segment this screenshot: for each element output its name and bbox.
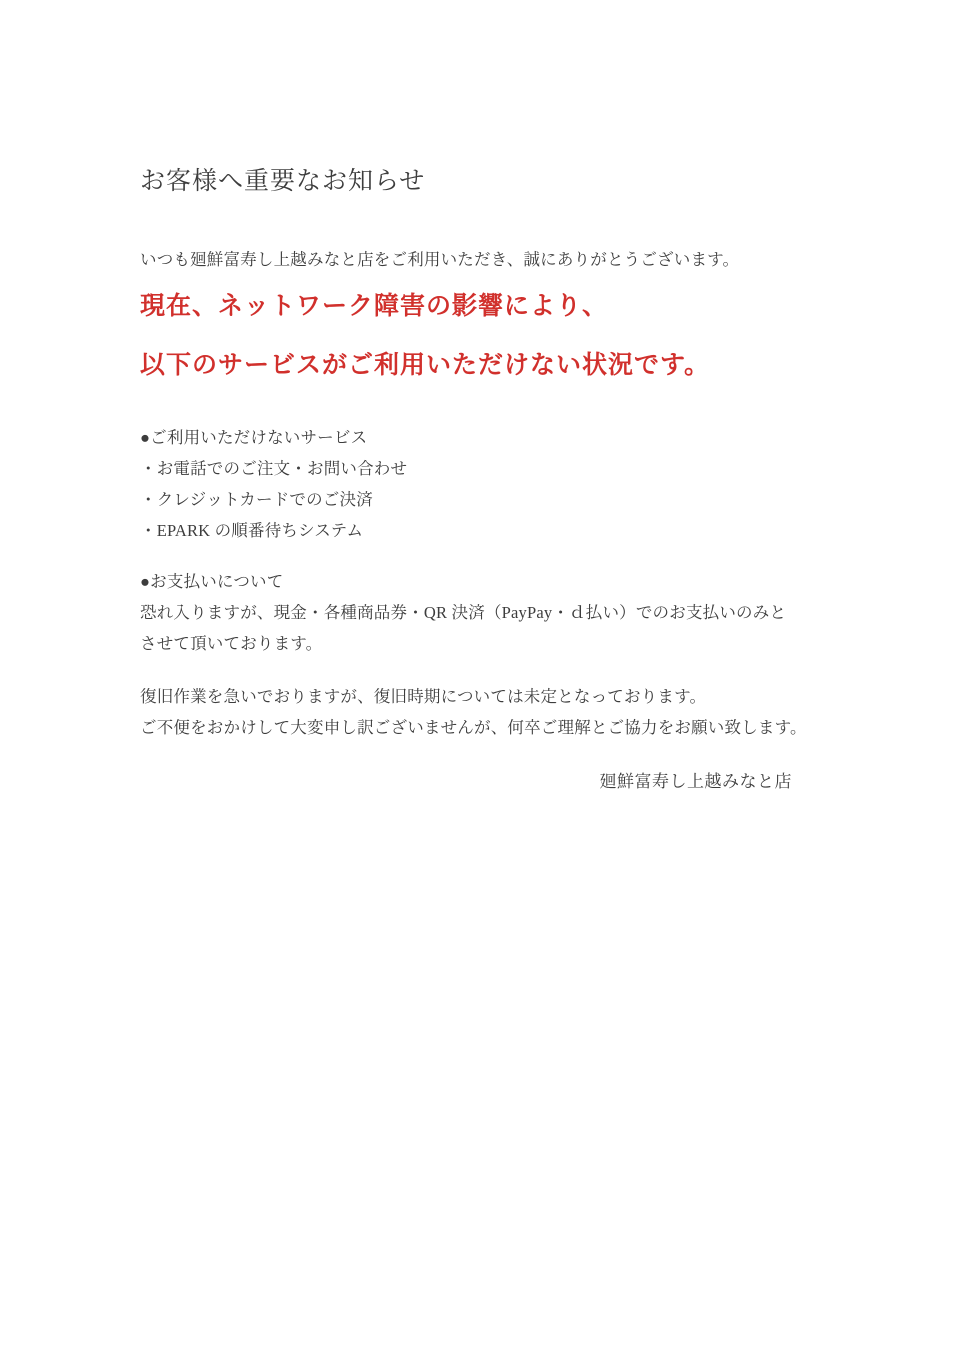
page-title: お客様へ重要なお知らせ	[140, 168, 426, 195]
payment-section	[140, 566, 820, 659]
unavailable-services-section	[140, 422, 820, 546]
payment-heading: ●お支払いについて	[140, 572, 284, 591]
list-item-phone: ・お電話でのご注文・お問い合わせ	[140, 459, 408, 478]
unavailable-services-heading: ●ご利用いただけないサービス	[140, 428, 368, 447]
list-item-credit-card: ・クレジットカードでのご決済	[140, 490, 373, 509]
payment-body-line2: させて頂いております。	[140, 634, 323, 653]
network-alert-line1: 現在、ネットワーク障害の影響により、	[140, 293, 609, 320]
payment-body-line1: 恐れ入りますが、現金・各種商品券・QR 決済（PayPay・ｄ払い）でのお支払いのみと	[140, 603, 787, 622]
network-alert-line2: 以下のサービスがご利用いただけない状況です。	[140, 352, 711, 379]
greeting-text: いつも廻鮮富寿し上越みなと店をご利用いただき、誠にありがとうございます。	[140, 250, 740, 269]
recovery-section	[140, 681, 820, 743]
unavailable-services-list	[140, 453, 820, 546]
recovery-line1: 復旧作業を急いでおりますが、復旧時期については未定となっております。	[140, 687, 707, 706]
store-signature: 廻鮮富寿し上越みなと店	[599, 772, 792, 791]
list-item-epark: ・EPARK の順番待ちシステム	[140, 521, 364, 540]
recovery-line2: ご不便をおかけして大変申し訳ございませんが、何卒ご理解とご協力をお願い致します。	[140, 718, 807, 737]
